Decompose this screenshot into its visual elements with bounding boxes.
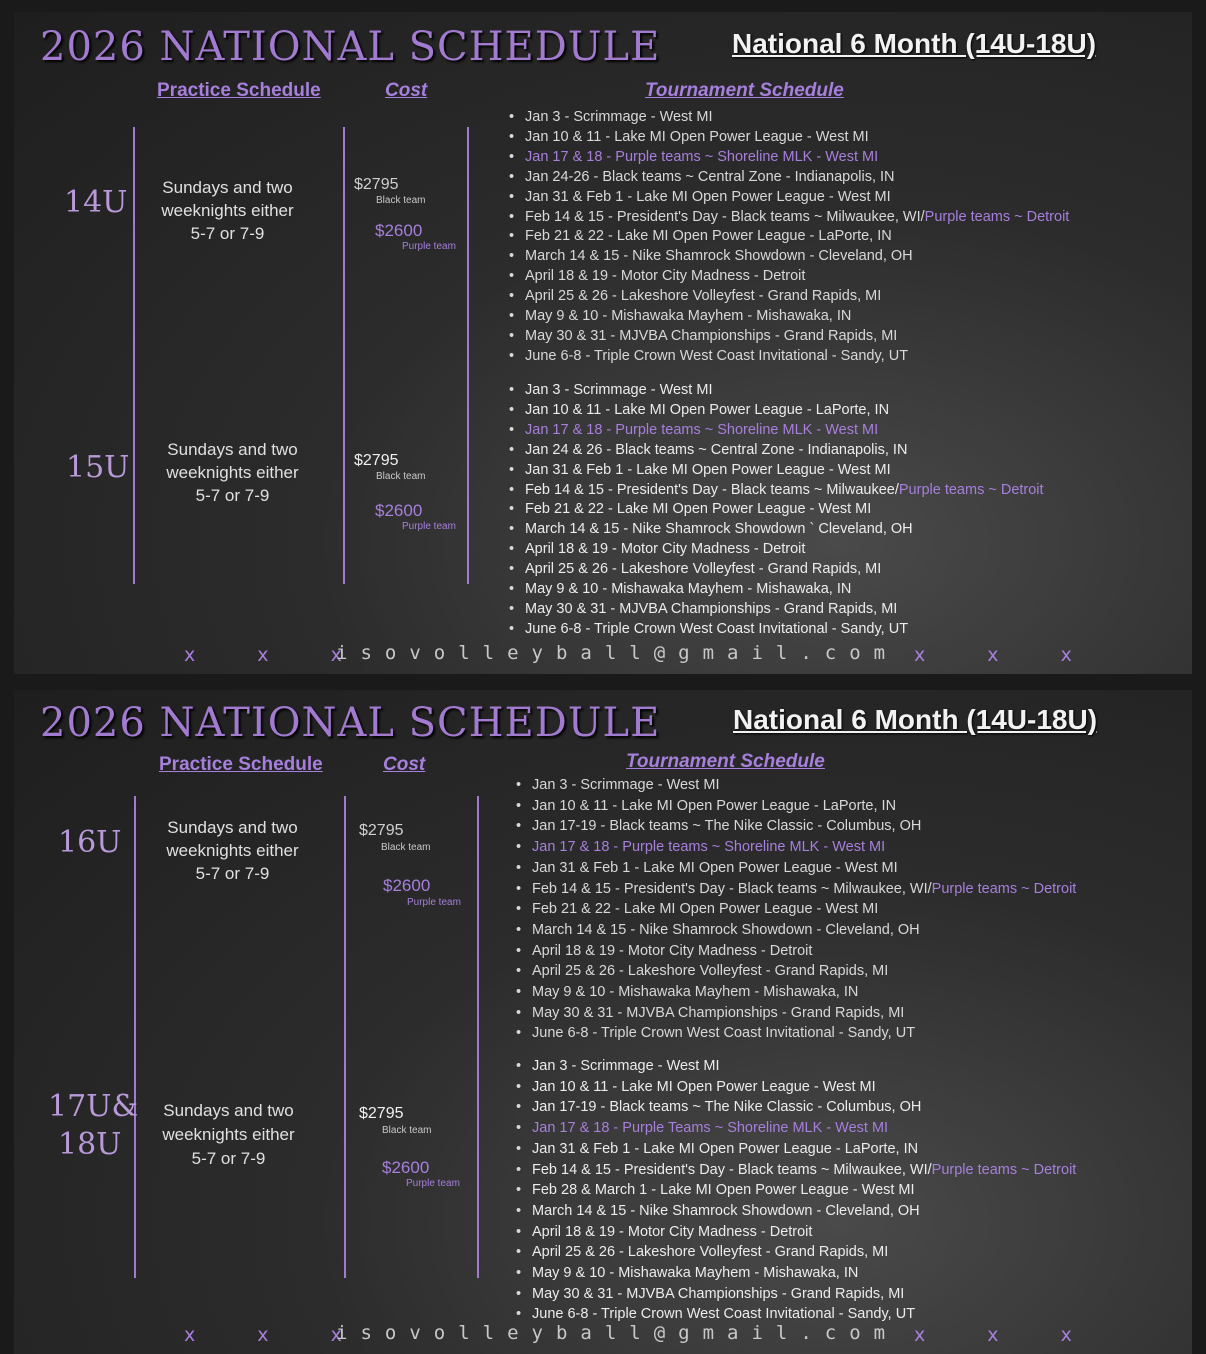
purple-team-price: $2600 bbox=[383, 876, 431, 895]
tournament-item-text: Jan 17 & 18 - Purple Teams ~ Shoreline MLK - West MI bbox=[532, 1120, 889, 1137]
tournament-item-text: March 14 & 15 - Nike Shamrock Showdown - Cleveland, OH bbox=[532, 921, 920, 938]
tournament-item bbox=[505, 481, 1044, 501]
tournament-item bbox=[505, 620, 1044, 640]
purple-team-price: $2600 bbox=[375, 501, 423, 520]
tournament-item bbox=[505, 327, 1069, 347]
divider-line bbox=[344, 796, 346, 1278]
page-subtitle: National 6 Month (14U-18U) bbox=[732, 28, 1097, 59]
tournament-item-text: Feb 14 & 15 - President's Day - Black teams ~ Milwaukee/ bbox=[525, 481, 899, 498]
tournament-item bbox=[512, 1139, 1076, 1160]
age-group-label: 14U bbox=[64, 185, 128, 220]
tournament-item-text: April 25 & 26 - Lakeshore Volleyfest - Grand Rapids, MI bbox=[525, 288, 882, 305]
tournament-item-text: Feb 14 & 15 - President's Day - Black teams ~ Milwaukee, WI/ bbox=[532, 880, 932, 897]
practice-description bbox=[150, 176, 305, 245]
black-team-price: $2795 bbox=[359, 1105, 404, 1122]
schedule-panel-bottom bbox=[14, 690, 1192, 1354]
divider-line bbox=[467, 127, 469, 584]
tournament-item bbox=[512, 1077, 1076, 1098]
practice-line: Sundays and two bbox=[167, 818, 298, 837]
black-team-label: Black team bbox=[382, 1125, 432, 1136]
practice-line: Sundays and two bbox=[163, 1101, 294, 1120]
tournament-item bbox=[512, 1263, 1076, 1284]
tournament-item-text: Jan 3 - Scrimmage - West MI bbox=[525, 382, 713, 398]
tournament-item-text: March 14 & 15 - Nike Shamrock Showdown - Cleveland, OH bbox=[532, 1202, 920, 1219]
black-team-price: $2795 bbox=[354, 452, 399, 469]
tournament-item-text: April 18 & 19 - Motor City Madness - Detroit bbox=[532, 942, 813, 959]
contact-email[interactable]: isovolleyball@gmail.com bbox=[336, 1322, 899, 1344]
tournament-item-text: Feb 21 & 22 - Lake MI Open Power League - LaPorte, IN bbox=[525, 228, 892, 245]
tournament-item bbox=[505, 148, 1069, 168]
tournament-item bbox=[505, 560, 1044, 580]
tournament-item-text: Feb 21 & 22 - Lake MI Open Power League - West MI bbox=[525, 501, 872, 518]
tournament-item-text: Jan 3 - Scrimmage - West MI bbox=[525, 109, 713, 125]
tournament-item-text: June 6-8 - Triple Crown West Coast Invitational - Sandy, UT bbox=[532, 1025, 916, 1042]
black-team-price: $2795 bbox=[354, 176, 399, 193]
divider-line bbox=[477, 796, 479, 1278]
tournament-item bbox=[512, 1180, 1076, 1201]
tournament-item-text: Jan 10 & 11 - Lake MI Open Power League - LaPorte, IN bbox=[532, 797, 897, 814]
tournament-item-text: June 6-8 - Triple Crown West Coast Invitational - Sandy, UT bbox=[532, 1306, 916, 1323]
practice-description bbox=[155, 816, 310, 885]
tournament-item-text: Jan 10 & 11 - Lake MI Open Power League - West MI bbox=[525, 128, 869, 145]
tournament-item-text: June 6-8 - Triple Crown West Coast Invitational - Sandy, UT bbox=[525, 347, 909, 364]
tournament-list bbox=[505, 381, 1044, 640]
cost-header: Cost bbox=[383, 754, 426, 775]
practice-line: 5-7 or 7-9 bbox=[191, 1149, 266, 1168]
tournament-item-text: April 25 & 26 - Lakeshore Volleyfest - Grand Rapids, MI bbox=[532, 1244, 889, 1261]
tournament-item-text: Jan 3 - Scrimmage - West MI bbox=[532, 1058, 720, 1074]
tournament-item-text: April 25 & 26 - Lakeshore Volleyfest - Grand Rapids, MI bbox=[525, 561, 882, 578]
tournament-item bbox=[512, 816, 1076, 837]
black-team-price: $2795 bbox=[359, 822, 404, 839]
tournament-item-text: Feb 14 & 15 - President's Day - Black teams ~ Milwaukee, WI/ bbox=[532, 1161, 932, 1178]
black-team-label: Black team bbox=[381, 842, 431, 853]
tournament-item bbox=[505, 381, 1044, 401]
tournament-item-text: Jan 17-19 - Black teams ~ The Nike Classic - Columbus, OH bbox=[532, 818, 922, 835]
tournament-item-purple-suffix: Purple teams ~ Detroit bbox=[931, 1161, 1077, 1178]
tournament-item-text: Feb 14 & 15 - President's Day - Black teams ~ Milwaukee, WI/ bbox=[525, 208, 925, 225]
tournament-item-purple-suffix: Purple teams ~ Detroit bbox=[924, 208, 1070, 225]
tournament-item bbox=[512, 1284, 1076, 1305]
tournament-item-text: Jan 17 & 18 - Purple teams ~ Shoreline MLK - West MI bbox=[525, 421, 879, 438]
tournament-item-text: May 30 & 31 - MJVBA Championships - Grand Rapids, MI bbox=[532, 1285, 905, 1302]
tournament-item bbox=[512, 1242, 1076, 1263]
tournament-item bbox=[505, 188, 1069, 208]
practice-line: Sundays and two bbox=[162, 178, 293, 197]
tournament-item bbox=[505, 500, 1044, 520]
practice-schedule-header: Practice Schedule bbox=[159, 754, 323, 775]
tournament-list bbox=[512, 1056, 1076, 1325]
tournament-item-text: Jan 31 & Feb 1 - Lake MI Open Power League - LaPorte, IN bbox=[532, 1140, 919, 1157]
divider-line bbox=[343, 127, 345, 584]
tournament-item-text: May 9 & 10 - Mishawaka Mayhem - Mishawaka, IN bbox=[525, 308, 852, 325]
tournament-list bbox=[512, 775, 1076, 1044]
tournament-item-text: Jan 17-19 - Black teams ~ The Nike Classic - Columbus, OH bbox=[532, 1099, 922, 1116]
page-title: 2026 NATIONAL SCHEDULE bbox=[40, 24, 661, 70]
tournament-item bbox=[512, 879, 1076, 900]
purple-team-label: Purple team bbox=[402, 521, 456, 532]
purple-team-label: Purple team bbox=[402, 241, 456, 252]
tournament-item bbox=[505, 580, 1044, 600]
tournament-item-text: Jan 31 & Feb 1 - Lake MI Open Power League - West MI bbox=[525, 461, 891, 478]
age-group-label bbox=[48, 1088, 138, 1164]
practice-line: weeknights either bbox=[166, 841, 299, 860]
practice-line: weeknights either bbox=[161, 201, 294, 220]
tournament-item-purple-suffix: Purple teams ~ Detroit bbox=[898, 481, 1044, 498]
tournament-item bbox=[512, 982, 1076, 1003]
tournament-item-text: May 9 & 10 - Mishawaka Mayhem - Mishawaka, IN bbox=[532, 1265, 859, 1282]
tournament-schedule-header: Tournament Schedule bbox=[626, 751, 825, 772]
tournament-item-text: April 18 & 19 - Motor City Madness - Detroit bbox=[532, 1223, 813, 1240]
tournament-item bbox=[512, 775, 1076, 796]
tournament-item bbox=[512, 1003, 1076, 1024]
tournament-item-text: March 14 & 15 - Nike Shamrock Showdown ` Cleveland, OH bbox=[525, 521, 913, 538]
tournament-item bbox=[505, 540, 1044, 560]
tournament-item-purple-suffix: Purple teams ~ Detroit bbox=[931, 880, 1077, 897]
tournament-item bbox=[512, 837, 1076, 858]
tournament-item bbox=[505, 401, 1044, 421]
footer-marks: x x x bbox=[914, 1324, 1100, 1346]
tournament-item-text: May 30 & 31 - MJVBA Championships - Grand Rapids, MI bbox=[532, 1004, 905, 1021]
tournament-item-text: May 30 & 31 - MJVBA Championships - Grand Rapids, MI bbox=[525, 327, 898, 344]
tournament-item-text: Jan 17 & 18 - Purple teams ~ Shoreline MLK - West MI bbox=[532, 839, 886, 856]
practice-line: Sundays and two bbox=[167, 440, 298, 459]
tournament-item-text: June 6-8 - Triple Crown West Coast Invitational - Sandy, UT bbox=[525, 620, 909, 637]
tournament-item-text: Jan 31 & Feb 1 - Lake MI Open Power League - West MI bbox=[525, 188, 891, 205]
tournament-item bbox=[505, 128, 1069, 148]
tournament-item-text: April 18 & 19 - Motor City Madness - Detroit bbox=[525, 541, 806, 558]
tournament-item bbox=[512, 961, 1076, 982]
purple-team-label: Purple team bbox=[406, 1178, 460, 1189]
tournament-item-text: Jan 10 & 11 - Lake MI Open Power League - LaPorte, IN bbox=[525, 401, 890, 418]
tournament-item-text: May 30 & 31 - MJVBA Championships - Grand Rapids, MI bbox=[525, 600, 898, 617]
footer-marks: x x x bbox=[184, 1324, 370, 1346]
tournament-item bbox=[505, 520, 1044, 540]
tournament-item bbox=[512, 1097, 1076, 1118]
tournament-item bbox=[505, 287, 1069, 307]
practice-line: weeknights either bbox=[166, 463, 299, 482]
schedule-panel-top bbox=[14, 12, 1192, 674]
tournament-item bbox=[512, 1056, 1076, 1077]
tournament-item bbox=[505, 108, 1069, 128]
tournament-item bbox=[512, 796, 1076, 817]
age-group-label-line: 17U& bbox=[48, 1089, 139, 1124]
practice-schedule-header: Practice Schedule bbox=[157, 80, 321, 101]
tournament-item bbox=[505, 247, 1069, 267]
tournament-item-text: March 14 & 15 - Nike Shamrock Showdown - Cleveland, OH bbox=[525, 248, 913, 265]
black-team-label: Black team bbox=[376, 195, 426, 206]
practice-line: weeknights either bbox=[162, 1125, 295, 1144]
black-team-label: Black team bbox=[376, 471, 426, 482]
tournament-item bbox=[512, 920, 1076, 941]
tournament-item-text: April 18 & 19 - Motor City Madness - Detroit bbox=[525, 268, 806, 285]
tournament-item bbox=[505, 307, 1069, 327]
divider-line bbox=[134, 796, 136, 1278]
tournament-item-text: April 25 & 26 - Lakeshore Volleyfest - Grand Rapids, MI bbox=[532, 963, 889, 980]
practice-line: 5-7 or 7-9 bbox=[190, 224, 265, 243]
tournament-schedule-header: Tournament Schedule bbox=[645, 80, 844, 101]
practice-line: 5-7 or 7-9 bbox=[195, 864, 270, 883]
tournament-item-text: Feb 21 & 22 - Lake MI Open Power League - West MI bbox=[532, 901, 879, 918]
age-group-label-line: 18U bbox=[58, 1127, 122, 1162]
age-group-label: 15U bbox=[66, 450, 130, 485]
tournament-item-text: Jan 17 & 18 - Purple teams ~ Shoreline MLK - West MI bbox=[525, 148, 879, 165]
practice-description bbox=[155, 438, 310, 507]
tournament-item bbox=[505, 441, 1044, 461]
tournament-item-text: Jan 10 & 11 - Lake MI Open Power League - West MI bbox=[532, 1078, 876, 1095]
tournament-item bbox=[512, 1160, 1076, 1181]
tournament-item bbox=[512, 1023, 1076, 1044]
tournament-item-text: May 9 & 10 - Mishawaka Mayhem - Mishawaka, IN bbox=[525, 581, 852, 598]
tournament-item-text: Jan 3 - Scrimmage - West MI bbox=[532, 777, 720, 793]
practice-description bbox=[151, 1099, 306, 1171]
tournament-item bbox=[505, 600, 1044, 620]
tournament-item-text: Jan 24-26 - Black teams ~ Central Zone - Indianapolis, IN bbox=[525, 168, 895, 185]
tournament-item bbox=[512, 1201, 1076, 1222]
page-title: 2026 NATIONAL SCHEDULE bbox=[40, 700, 661, 746]
tournament-item bbox=[505, 421, 1044, 441]
page-subtitle: National 6 Month (14U-18U) bbox=[733, 704, 1098, 735]
tournament-item bbox=[512, 858, 1076, 879]
footer-marks: x x x bbox=[914, 644, 1100, 666]
tournament-item bbox=[505, 267, 1069, 287]
tournament-item bbox=[505, 208, 1069, 228]
purple-team-label: Purple team bbox=[407, 897, 461, 908]
cost-header: Cost bbox=[385, 80, 428, 101]
tournament-item bbox=[512, 941, 1076, 962]
tournament-list bbox=[505, 108, 1069, 367]
tournament-item-text: Jan 24 & 26 - Black teams ~ Central Zone - Indianapolis, IN bbox=[525, 441, 908, 458]
tournament-item bbox=[505, 227, 1069, 247]
tournament-item bbox=[505, 347, 1069, 367]
footer-marks: x x x bbox=[184, 644, 370, 666]
tournament-item bbox=[512, 1222, 1076, 1243]
divider-line bbox=[133, 127, 135, 584]
practice-line: 5-7 or 7-9 bbox=[195, 486, 270, 505]
tournament-item bbox=[505, 461, 1044, 481]
tournament-item bbox=[505, 168, 1069, 188]
tournament-item-text: Jan 31 & Feb 1 - Lake MI Open Power League - West MI bbox=[532, 859, 898, 876]
purple-team-price: $2600 bbox=[382, 1158, 430, 1177]
tournament-item-text: May 9 & 10 - Mishawaka Mayhem - Mishawaka, IN bbox=[532, 984, 859, 1001]
tournament-item-text: Feb 28 & March 1 - Lake MI Open Power League - West MI bbox=[532, 1182, 915, 1199]
contact-email[interactable]: isovolleyball@gmail.com bbox=[336, 642, 899, 664]
tournament-item bbox=[512, 1118, 1076, 1139]
age-group-label: 16U bbox=[58, 825, 122, 860]
purple-team-price: $2600 bbox=[375, 221, 423, 240]
tournament-item bbox=[512, 899, 1076, 920]
